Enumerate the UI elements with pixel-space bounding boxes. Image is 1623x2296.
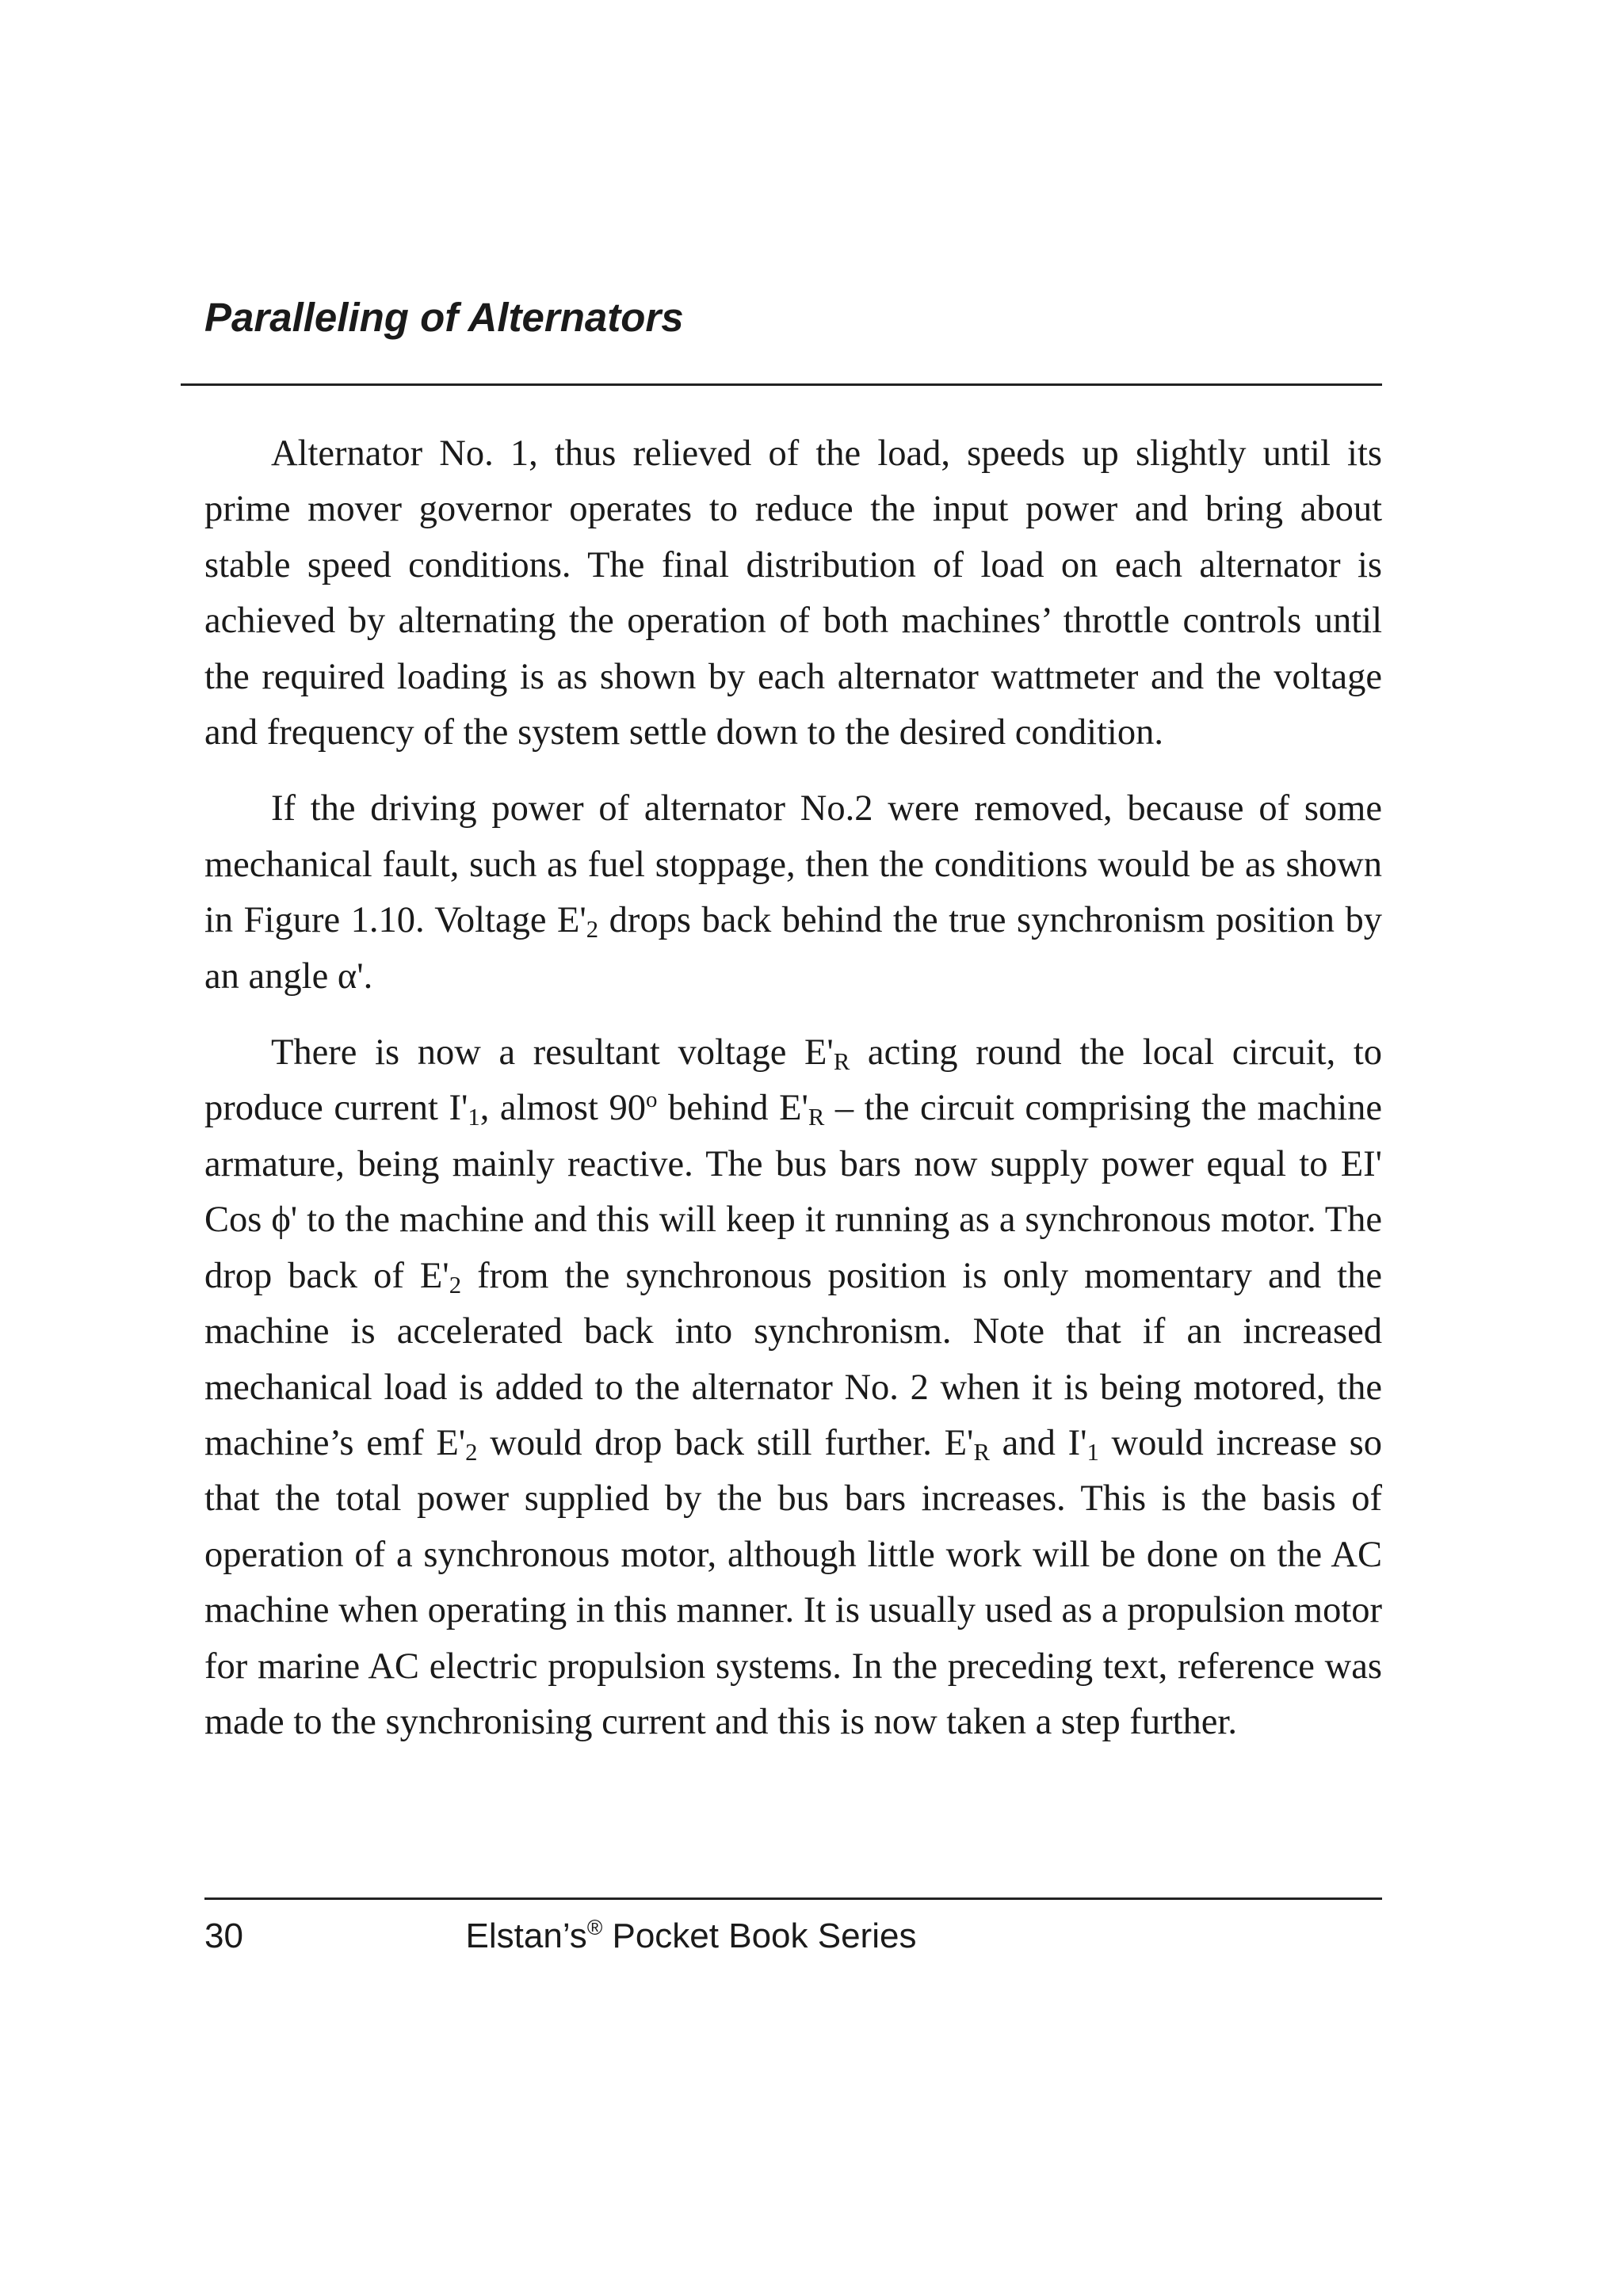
header-divider xyxy=(181,383,1382,386)
subscript: 2 xyxy=(586,916,599,943)
subscript: R xyxy=(833,1047,850,1075)
series-name: Elstan’s xyxy=(465,1917,587,1955)
paragraph-1: Alternator No. 1, thus relieved of the load, speeds up slightly until its prime mover governor operates to reduce the input power and bring about stable speed conditions. The final distribution of load on each alternator is achieved by alternating the operation of both machines’ throttle controls until the required loading is as shown by each alternator wattmeter and the voltage and frequency of the system settle down to the desired condition. xyxy=(204,433,1382,753)
page-title: Paralleling of Alternators xyxy=(204,295,684,340)
subscript: R xyxy=(973,1438,990,1466)
superscript: o xyxy=(645,1087,658,1113)
paragraph-2-text-b: drops back behind the true synchronism position by an angle α'. xyxy=(204,900,1383,997)
subscript: 2 xyxy=(449,1271,462,1299)
paragraph-3-text-h: and I' xyxy=(989,1422,1087,1463)
subscript: R xyxy=(808,1104,825,1131)
subscript: 2 xyxy=(465,1438,478,1466)
series-name-rest: Pocket Book Series xyxy=(602,1917,917,1955)
paragraph-3-text-e: – the circuit comprising the machine armature, being mainly reactive. The bus bars now supply power equal to EI' Cos ϕ' to the machine and this will keep it running as a synchronous motor. The drop back of E' xyxy=(204,1088,1383,1296)
page-number: 30 xyxy=(204,1917,243,1955)
paragraph-3-text-a: There is now a resultant voltage E' xyxy=(271,1032,834,1074)
body-text xyxy=(204,426,1382,1750)
paragraph-3 xyxy=(204,1025,1382,1750)
registered-mark: ® xyxy=(586,1916,603,1940)
footer-divider xyxy=(204,1897,1382,1900)
paragraph-3-text-i: would increase so that the total power supplied by the bus bars increases. This is the basis of operation of a synchronous motor, although little work will be done on the AC machine when operating in this manner. It is usually used as a propulsion motor for marine AC electric propulsion systems. In the preceding text, reference was made to the synchronising current and this is now taken a step further. xyxy=(204,1422,1382,1742)
paragraph-3-text-d: behind E' xyxy=(657,1088,808,1129)
paragraph-3-text-g: would drop back still further. E' xyxy=(477,1422,974,1463)
paragraph-3-text-f: from the synchronous position is only momentary and the machine is accelerated back into synchronism. Note that if an increased mechanical load is added to the alternator No. 2 when it is being motored, the machine’s emf E' xyxy=(204,1255,1382,1463)
subscript: 1 xyxy=(1086,1438,1099,1466)
paragraph-2 xyxy=(204,781,1382,1005)
paragraph-2-text-a: If the driving power of alternator No.2 were removed, because of some mechanical fault, such as fuel stoppage, then the conditions would be as shown in Figure 1.10. Voltage E' xyxy=(204,788,1382,941)
paragraph-3-text-b: acting round the local circuit, to produce current I' xyxy=(204,1032,1383,1129)
paragraph-3-text-c: , almost 90 xyxy=(479,1088,646,1129)
series-title xyxy=(0,1916,1382,1958)
subscript: 1 xyxy=(468,1104,480,1131)
